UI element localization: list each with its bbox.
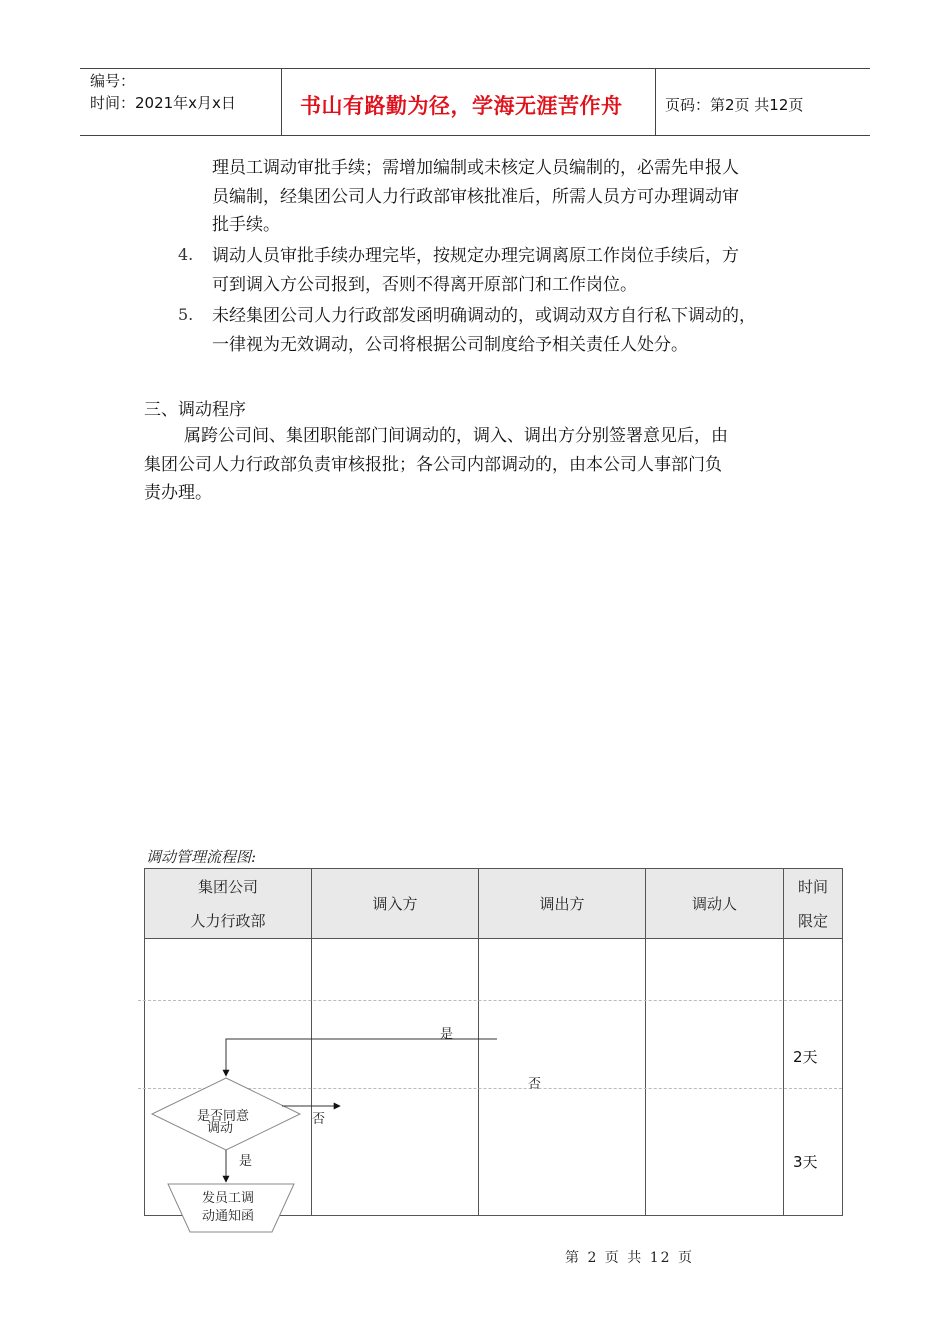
label-yes: 是 — [440, 1027, 454, 1042]
notice-label — [202, 1190, 254, 1226]
text-line: 集团公司人力行政部负责审核报批；各公司内部调动的，由本公司人事部门负 — [144, 454, 722, 475]
column-header-employee: 调动人 — [646, 869, 783, 939]
label-no: 否 — [312, 1112, 326, 1127]
column-header-line: 集团公司 — [197, 878, 258, 896]
text-line: 未经集团公司人力行政部发函明确调动的，或调动双方自行私下调动的， — [212, 306, 756, 326]
page-number-label: 页码：第2页 共12页 — [665, 96, 804, 114]
label-no: 否 — [528, 1077, 542, 1092]
column-header-releasing: 调出方 — [479, 869, 645, 939]
time-limit-3-days: 3天 — [793, 1153, 818, 1171]
decision-label-cut: 调动 — [207, 1121, 234, 1136]
column-header-line: 人力行政部 — [190, 912, 266, 930]
text-line: 理员工调动审批手续；需增加编制或未核定人员编制的，必需先申报人 — [212, 158, 739, 178]
text-line: 可到调入方公司报到，否则不得离开原部门和工作岗位。 — [212, 274, 637, 295]
page-footer: 第 2 页 共 12 页 — [565, 1250, 694, 1266]
column-header-receiving: 调入方 — [312, 869, 478, 939]
notice-line: 动通知函 — [202, 1209, 255, 1224]
doc-code-label: 编号： — [90, 72, 136, 90]
doc-date-label: 时间：2021年x月x日 — [90, 94, 236, 112]
header-motto: 书山有路勤为径，学海无涯苦作舟 — [300, 94, 623, 118]
column-header-line: 时间 — [797, 878, 828, 896]
text-line: 员编制，经集团公司人力行政部审核批准后，所需人员方可办理调动审 — [212, 186, 739, 207]
column-header-line: 限定 — [797, 912, 828, 930]
decision-label: 是否同意 — [197, 1109, 250, 1124]
flowchart-caption: 调动管理流程图: — [146, 848, 257, 866]
item-number: 5. — [178, 305, 194, 324]
yes-connector-top — [226, 1039, 497, 1076]
text-line: 责办理。 — [144, 483, 212, 503]
time-limit-2-days: 2天 — [793, 1048, 818, 1066]
item-number: 4. — [178, 245, 194, 264]
label-yes: 是 — [239, 1154, 253, 1169]
text-line: 属跨公司间、集团职能部门间调动的，调入、调出方分别签署意见后，由 — [184, 426, 728, 446]
text-line: 调动人员审批手续办理完毕，按规定办理完调离原工作岗位手续后，方 — [212, 246, 739, 266]
text-line: 批手续。 — [212, 215, 280, 235]
section-title: 三、调动程序 — [144, 400, 246, 420]
text-line: 一律视为无效调动，公司将根据公司制度给予相关责任人处分。 — [212, 334, 688, 355]
notice-line: 发员工调 — [202, 1191, 255, 1206]
